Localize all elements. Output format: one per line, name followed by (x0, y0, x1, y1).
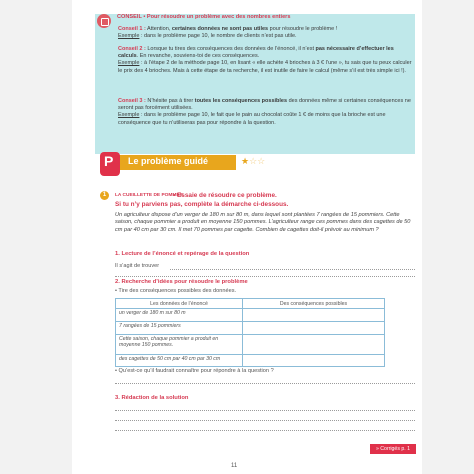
step-1-line-label: Il s’agit de trouver (115, 263, 160, 269)
table-cell-answer[interactable] (243, 322, 385, 335)
exercise-tag: LA CUEILLETTE DE POMMES (115, 193, 183, 198)
star-filled-icon: ★ (241, 156, 250, 166)
exercise-statement: Un agriculteur dispose d’un verger de 180 m sur 80 m, dans lequel sont plantées 7 rangées de 15 pommiers. Cette saison, chaque pommier a produit en moyenne 150 pommes. L’agriculteur range ces pommes dans des cagettes de 50 cm par 40 cm par 30 cm. Il met 70 pommes par cagette. Combien de cagettes doit-il prévoir au minimum ? (115, 212, 411, 233)
table-cell-data: un verger de 180 m sur 80 m (116, 309, 243, 322)
table-row (116, 355, 385, 367)
section-title: Le problème guidé (128, 156, 209, 166)
table-row (116, 335, 385, 355)
table-cell-answer[interactable] (243, 355, 385, 367)
tip-1: Conseil 1 : Attention, certaines données ne sont pas utiles pour résoudre le problème ! Exemple : dans le problème page 10, le nombre de clients n’est pas utile. (118, 26, 338, 40)
exercise-instruction: • Essaie de résoudre ce problème. (173, 192, 277, 199)
answer-line[interactable] (115, 276, 415, 277)
answer-line[interactable] (170, 269, 415, 270)
tip-2: Conseil 2 : Lorsque tu tires des conséquences des données de l’énoncé, il n’est pas nécessaire d’effectuer les calculs. En revanche, souviens-toi de ces conséquences. Exemple : à l’étape 2 de la méthode page 10, en lisant « elle achète 4 brioches à 3 € l’une », tu sais que tu peux calculer le prix des 4 brioches. Mais à cette étape de ta recherche, il est inutile de faire le calcul (même s’il est très simple ici !). (118, 46, 412, 74)
page-number: 11 (231, 463, 238, 469)
tips-icon (97, 14, 111, 28)
step-2-question: • Qu’est-ce qu’il faudrait connaître pour répondre à la question ? (115, 368, 274, 374)
answer-line[interactable] (115, 410, 415, 411)
answer-line[interactable] (115, 420, 415, 421)
step-2-title: 2. Recherche d’idées pour résoudre le problème (115, 279, 248, 285)
table-header: Les données de l’énoncé (116, 299, 243, 309)
exercise-sub-instruction: Si tu n’y parviens pas, complète la démarche ci-dessous. (115, 201, 289, 208)
step-2-instruction: • Tire des conséquences possibles des données. (115, 288, 237, 294)
tips-heading: CONSEIL • Pour résoudre un problème avec des nombres entiers (117, 14, 291, 20)
tips-heading-text: Pour résoudre un problème avec des nombres entiers (146, 14, 291, 20)
tips-heading-tag: CONSEIL (117, 14, 142, 20)
star-empty-icon: ☆☆ (249, 156, 266, 166)
data-table (115, 298, 385, 367)
table-header: Des conséquences possibles (243, 299, 385, 309)
table-cell-data: des cagettes de 50 cm par 40 cm par 30 cm (116, 355, 243, 367)
table-cell-answer[interactable] (243, 309, 385, 322)
corriges-link[interactable]: » Corrigés p. 1 (370, 444, 416, 454)
table-cell-data: Cette saison, chaque pommier a produit en moyenne 150 pommes. (116, 335, 243, 355)
answer-line[interactable] (115, 383, 415, 384)
step-3-title: 3. Rédaction de la solution (115, 395, 189, 401)
difficulty-stars (241, 156, 265, 167)
step-1-title: 1. Lecture de l’énoncé et repérage de la question (115, 251, 250, 257)
table-row (116, 322, 385, 335)
section-letter: P (104, 153, 114, 169)
table-cell-data: 7 rangées de 15 pommiers (116, 322, 243, 335)
exercise-number: 1 (100, 191, 109, 200)
table-row (116, 309, 385, 322)
answer-line[interactable] (115, 430, 415, 431)
table-cell-answer[interactable] (243, 335, 385, 355)
tip-3: Conseil 3 : N’hésite pas à tirer toutes les conséquences possibles des données même si certaines conséquences ne seront pas forcément utilisées. Exemple : dans le problème page 10, le fait que le pain au chocolat coûte 1 € de moins que la brioche est une conséquence que tu n’utiliseras pas pour répondre à la question. (118, 98, 411, 126)
